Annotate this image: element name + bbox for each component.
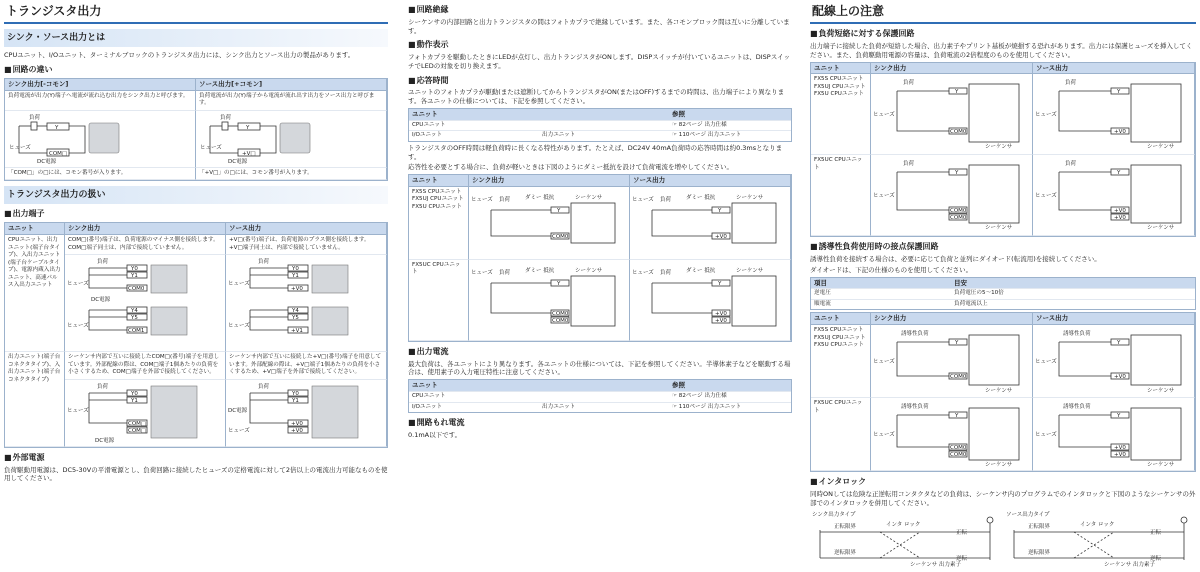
- table-header: ソース出力: [226, 223, 387, 235]
- diagram-label: COM0: [552, 317, 569, 324]
- diagram-label: +V1: [291, 328, 303, 335]
- diagram-label: 負荷: [258, 383, 270, 390]
- diagram-label: ダミー 抵抗: [525, 194, 555, 201]
- diagram-label: COM0: [950, 129, 967, 136]
- diagram-label: シーケンサ: [985, 388, 1013, 395]
- table-header: ソース出力[+コモン]: [196, 79, 387, 91]
- source-circuit-diagram: [196, 111, 387, 168]
- table-header: ソース出力: [1033, 63, 1195, 75]
- diagram-label: Y4: [131, 308, 138, 315]
- table-cell: FX5UC CPUユニット: [811, 398, 871, 471]
- diagram-label: ヒューズ: [873, 193, 895, 200]
- diagram-label: COM□: [49, 150, 68, 157]
- table-cell: I/Oユニット: [409, 402, 539, 413]
- diagram-label: ヒューズ: [873, 359, 895, 366]
- inductive-sink-diagram: [871, 325, 1033, 398]
- diagram-label: ダミー 抵抗: [686, 194, 716, 201]
- diagram-label: Y4: [292, 308, 299, 315]
- diagram-label: 負荷: [97, 259, 109, 266]
- diagram-label: +V0: [291, 427, 303, 434]
- subheading-circuit-difference: ■ 回路の違い: [4, 65, 388, 76]
- diagram-label: Y5: [292, 315, 299, 322]
- diagram-label: ヒューズ: [228, 281, 250, 288]
- diagram-label: 負荷: [660, 196, 672, 203]
- table-cell: FX5S CPUユニット FX5UJ CPUユニット FX5U CPUユニット: [811, 74, 871, 155]
- diagram-label: 誘導性負荷: [901, 404, 929, 411]
- subheading-response-time: ■ 応答時間: [408, 76, 792, 87]
- current-ref-table: [408, 379, 792, 413]
- diagram-label: ヒューズ: [471, 269, 493, 276]
- diagram-label: +V□: [242, 150, 256, 157]
- diagram-label: シーケンサ 出力素子: [910, 561, 961, 568]
- table-cell: 「COM□」の□には、コモン番号が入ります。: [5, 168, 196, 181]
- table-cell: 負荷電流以上: [951, 299, 1195, 310]
- diagram-label: Y: [955, 340, 959, 347]
- table-cell: 負荷電圧の5〜10倍: [951, 288, 1195, 299]
- subheading-leak-current: ■ 開路もれ電流: [408, 418, 792, 429]
- diagram-label: ヒューズ: [1035, 112, 1057, 119]
- table-cell: シーケンサ内部で互いに接続した+V□(番号)端子を用意しています。外部配線の際は、+V□端子1個あたりの負荷を小さくするため、+V□端子を外部で接続してください。: [226, 352, 387, 380]
- diagram-label: シーケンサ: [736, 194, 764, 201]
- inductive-load-table: [810, 312, 1196, 472]
- protection-source-diagram-fx5uc: [1033, 155, 1195, 236]
- diagram-label: ダミー 抵抗: [686, 267, 716, 274]
- diagram-label: Y: [955, 413, 959, 420]
- table-cell: 負荷電流が出力(Y)端子へ電流が流れ込む出力をシンク出力と呼びます。: [5, 91, 196, 111]
- diagram-label: 逆転限界: [834, 549, 857, 556]
- diagram-label: ヒューズ: [228, 427, 250, 434]
- diagram-label: ヒューズ: [200, 144, 222, 151]
- table-cell: FX5UC CPUユニット: [811, 155, 871, 236]
- table-header: シンク出力: [871, 63, 1033, 75]
- diagram-label: Y: [718, 280, 722, 287]
- diagram-label: +V0: [1114, 452, 1126, 459]
- diagram-label: 負荷: [29, 114, 41, 121]
- diagram-label: 負荷: [660, 269, 672, 276]
- page-reference-link[interactable]: ☞ 110ページ 出力ユニット: [669, 402, 791, 413]
- diagram-label: 負荷: [97, 383, 109, 390]
- table-cell: 順電流: [811, 299, 951, 310]
- diagram-label: DC電源: [37, 158, 57, 165]
- diagram-label: シーケンサ: [575, 194, 603, 201]
- diagram-label: 負荷: [499, 196, 511, 203]
- diagram-label: 逆転限界: [1028, 549, 1051, 556]
- subheading-external-power: ■ 外部電源: [4, 453, 388, 464]
- diagram-label: 負荷: [258, 259, 270, 266]
- diagram-label: COM□: [128, 420, 147, 427]
- paragraph: ダイオードは、下記の仕様のものを使用してください。: [810, 265, 973, 274]
- table-header: ソース出力: [1033, 313, 1195, 325]
- diagram-label: DC電源: [228, 158, 248, 165]
- table-cell: FX5S CPUユニット FX5UJ CPUユニット FX5U CPUユニット: [409, 187, 469, 260]
- diagram-label: Y: [1117, 170, 1121, 177]
- diagram-label: シーケンサ: [1147, 225, 1175, 232]
- table-header: 項目: [811, 278, 951, 289]
- page-reference-link[interactable]: ☞ 82ページ 出力仕様: [669, 120, 791, 131]
- inductive-source-diagram: [1033, 325, 1195, 398]
- subheading-short-circuit: ■ 負荷短絡に対する保護回路: [810, 29, 1196, 40]
- table-cell: FX5UC CPUユニット: [409, 260, 469, 341]
- diagram-label: COM0: [552, 233, 569, 240]
- diagram-label: Y1: [292, 397, 299, 404]
- inductive-sink-diagram-fx5uc: [871, 398, 1033, 471]
- section-heading-handling: トランジスタ出力の扱い: [4, 186, 388, 204]
- section-heading-sink-source: シンク・ソース出力とは: [4, 29, 388, 47]
- dummy-sink-diagram-fx5uc: [469, 260, 630, 341]
- dummy-source-diagram-fx5uc: [630, 260, 791, 341]
- diagram-label: Y: [1117, 340, 1121, 347]
- table-cell: I/Oユニット: [409, 130, 539, 141]
- circuit-difference-table: [4, 78, 388, 181]
- table-header: ユニット: [811, 63, 871, 75]
- table-cell: 出力ユニット(端子台コネクタタイプ)、入出力ユニット(端子台コネクタタイプ): [5, 352, 65, 447]
- diagram-label: COM0: [552, 310, 569, 317]
- interlock-source-diagram: [1004, 510, 1194, 572]
- diagram-label: DC電源: [95, 437, 115, 444]
- diagram-label: 誘導性負荷: [1063, 404, 1091, 411]
- diagram-label: Y: [557, 207, 561, 214]
- protection-sink-diagram-fx5uc: [871, 155, 1033, 236]
- diagram-label: 負荷: [499, 269, 511, 276]
- paragraph: フォトカプラを駆動したときにLEDが点灯し、出力トランジスタがONします。DISPスイッチが付いているユニットは、DISPスイッチでLEDの対象を切り換えます。: [408, 53, 790, 70]
- table-header: ユニット: [5, 223, 65, 235]
- diagram-label: COM1: [128, 328, 145, 335]
- protection-circuit-table: [810, 62, 1196, 238]
- table-cell: COM□(番号)端子は、負荷電源のマイナス側を接続します。COM□端子同士は、内部で接続していません。: [65, 235, 226, 255]
- table-header: ユニット: [409, 175, 469, 187]
- diagram-label: 正転限界: [834, 523, 857, 530]
- paragraph: CPUユニット、I/Oユニット、ターミナルブロックのトランジスタ出力には、シンク出力とソース出力の製品があります。: [4, 51, 355, 60]
- table-header: シンク出力: [65, 223, 226, 235]
- table-header: ユニット: [811, 313, 871, 325]
- diagram-label: シンク出力タイプ: [812, 511, 856, 518]
- page-reference-link[interactable]: ☞ 110ページ 出力ユニット: [669, 130, 791, 141]
- table-header: 目安: [951, 278, 1195, 289]
- table-header: 参照: [669, 109, 791, 120]
- paragraph: 応答性を必要とする場合に、負荷が軽いときは下図のようにダミー抵抗を設けて負荷電流を増やしてください。: [408, 163, 733, 172]
- table-header: 参照: [669, 380, 791, 391]
- paragraph: 誘導性負荷を接続する場合は、必要に応じて負荷と並列にダイオード(転流用)を接続してください。: [810, 255, 1101, 264]
- subheading-operation-display: ■ 動作表示: [408, 40, 792, 51]
- page-title: トランジスタ出力: [4, 0, 388, 24]
- diagram-label: +V0: [1114, 215, 1126, 222]
- page-title: 配線上の注意: [810, 0, 1196, 24]
- interlock-diagrams: [810, 510, 1196, 572]
- diagram-label: Y0: [131, 390, 138, 397]
- diagram-label: COM0: [950, 445, 967, 452]
- diagram-label: 誘導性負荷: [1063, 331, 1091, 338]
- paragraph: トランジスタのOFF時間は軽負荷時に長くなる特性があります。たとえば、DC24V 40mA負荷時の応答時間は約0.3msとなります。: [408, 143, 783, 161]
- paragraph: シーケンサの内部回路と出力トランジスタの間はフォトカプラで絶縁しています。また、各コモンブロック間は互いに分離しています。: [408, 17, 790, 35]
- diagram-label: ヒューズ: [67, 407, 89, 414]
- table-cell: 出力ユニット: [539, 402, 669, 413]
- sink-circuit-diagram: [5, 111, 196, 168]
- diagram-label: 逆転: [1150, 555, 1162, 562]
- table-cell: +V□(番号)端子は、負荷電源のプラス側を接続します。+V□端子同士は、内部で接続していません。: [226, 235, 387, 255]
- diagram-label: ヒューズ: [873, 112, 895, 119]
- diagram-label: Y: [718, 207, 722, 214]
- table-header: シンク出力[-コモン]: [5, 79, 196, 91]
- table-cell: 逆電圧: [811, 288, 951, 299]
- diagram-label: ヒューズ: [632, 269, 654, 276]
- diagram-label: Y0: [292, 390, 299, 397]
- diagram-label: 負荷: [220, 114, 232, 121]
- dummy-resistor-table: [408, 174, 792, 342]
- diagram-label: +V0: [1114, 374, 1126, 381]
- diagram-label: シーケンサ: [985, 225, 1013, 232]
- diagram-label: Y0: [292, 266, 299, 273]
- diagram-label: シーケンサ: [985, 144, 1013, 151]
- diagram-label: 正転限界: [1028, 523, 1051, 530]
- diagram-label: DC電源: [91, 297, 111, 304]
- subheading-output-current: ■ 出力電流: [408, 347, 792, 358]
- diagram-label: ヒューズ: [471, 196, 493, 203]
- diagram-label: Y: [1117, 413, 1121, 420]
- table-cell: CPUユニット: [409, 120, 669, 131]
- diagram-label: +V0: [1114, 208, 1126, 215]
- diagram-label: インタ ロック: [1080, 521, 1115, 528]
- paragraph: 最大負荷は、各ユニットにより異なります。各ユニットの仕様については、下記を参照してください。半導体素子などを駆動する場合は、使用素子の入力電圧特性に注意してください。: [408, 359, 791, 377]
- subheading-isolation: ■ 回路絶縁: [408, 5, 792, 16]
- diagram-label: Y: [55, 124, 59, 131]
- interlock-sink-diagram: [810, 510, 1000, 572]
- table-cell: CPUユニット: [409, 391, 669, 402]
- diagram-label: シーケンサ: [575, 267, 603, 274]
- table-header: ユニット: [409, 109, 669, 120]
- diode-spec-table: [810, 277, 1196, 311]
- diagram-label: Y: [1117, 89, 1121, 96]
- diagram-label: COM0: [950, 374, 967, 381]
- diagram-label: COM0: [950, 208, 967, 215]
- diagram-label: Y: [557, 280, 561, 287]
- diagram-label: Y1: [131, 397, 138, 404]
- paragraph: 0.1mA以下です。: [408, 430, 462, 439]
- diagram-label: 逆転: [956, 555, 968, 562]
- diagram-label: ヒューズ: [1035, 359, 1057, 366]
- diagram-label: +V0: [1114, 445, 1126, 452]
- diagram-label: 負荷: [903, 80, 915, 87]
- diagram-label: Y: [246, 124, 250, 131]
- response-ref-table: [408, 108, 792, 142]
- diagram-label: シーケンサ: [1147, 144, 1175, 151]
- diagram-label: +V0: [715, 317, 727, 324]
- diagram-label: COM0: [950, 452, 967, 459]
- diagram-label: Y1: [131, 273, 138, 280]
- diagram-label: ヒューズ: [1035, 193, 1057, 200]
- table-header: シンク出力: [871, 313, 1033, 325]
- table-cell: 出力ユニット: [539, 130, 669, 141]
- table-header: シンク出力: [469, 175, 630, 187]
- diagram-label: Y5: [131, 315, 138, 322]
- diagram-label: DC電源: [228, 407, 248, 414]
- diagram-label: シーケンサ 出力素子: [1104, 561, 1155, 568]
- diagram-label: COM0: [950, 215, 967, 222]
- diagram-label: シーケンサ: [985, 462, 1013, 469]
- diagram-label: ヒューズ: [67, 281, 89, 288]
- protection-source-diagram: [1033, 74, 1195, 155]
- diagram-label: Y0: [131, 266, 138, 273]
- diagram-label: Y: [955, 89, 959, 96]
- diagram-label: ヒューズ: [67, 323, 89, 330]
- diagram-label: シーケンサ: [1147, 388, 1175, 395]
- table-header: ソース出力: [630, 175, 791, 187]
- paragraph: 負荷駆動用電源は、DC5-30Vの平滑電源とし、負荷回路に接続したヒューズの定格電流に対して2倍以上の電流出力可能なものを使用してください。: [4, 465, 388, 483]
- subheading-output-terminal: ■ 出力端子: [4, 209, 388, 220]
- diagram-label: COM□: [128, 427, 147, 434]
- column-transistor-output: [4, 0, 388, 568]
- diagram-label: 正転: [956, 529, 968, 536]
- diagram-label: 正転: [1150, 529, 1162, 536]
- diagram-label: +V0: [715, 310, 727, 317]
- diagram-label: シーケンサ: [1147, 462, 1175, 469]
- output-terminal-table: [4, 222, 388, 448]
- terminal-source-diagram: [226, 255, 387, 352]
- diagram-label: ダミー 抵抗: [525, 267, 555, 274]
- dummy-sink-diagram: [469, 187, 630, 260]
- diagram-label: 負荷: [1065, 80, 1077, 87]
- diagram-label: +V0: [291, 420, 303, 427]
- table-cell: 「+V□」の□には、コモン番号が入ります。: [196, 168, 387, 181]
- diagram-label: +V0: [291, 286, 303, 293]
- diagram-label: ソース出力タイプ: [1006, 511, 1050, 518]
- column-output-characteristics: [408, 0, 792, 568]
- diagram-label: シーケンサ: [736, 267, 764, 274]
- diagram-label: ヒューズ: [1035, 432, 1057, 439]
- table-header: ユニット: [409, 380, 669, 391]
- diagram-label: ヒューズ: [228, 323, 250, 330]
- diagram-label: 誘導性負荷: [901, 331, 929, 338]
- diagram-label: COM0: [128, 286, 145, 293]
- dummy-source-diagram: [630, 187, 791, 260]
- table-cell: 負荷電流が出力(Y)端子から電流が流れ出す出力をソース出力と呼びます。: [196, 91, 387, 111]
- table-cell: FX5S CPUユニット FX5UJ CPUユニット FX5U CPUユニット: [811, 325, 871, 398]
- paragraph: 同時ONしては危険な正逆転用コンタクタなどの負荷は、シーケンサ内のプログラムでのインタロックと下図のようなシーケンサの外部でのインタロックを併用してください。: [810, 490, 1196, 507]
- page-reference-link[interactable]: ☞ 82ページ 出力仕様: [669, 391, 791, 402]
- connector-source-diagram: [226, 380, 387, 447]
- column-wiring-notes: [810, 0, 1196, 568]
- diagram-label: ヒューズ: [9, 144, 31, 151]
- diagram-label: +V0: [1114, 129, 1126, 136]
- table-cell: シーケンサ内部で互いに接続したCOM□(番号)端子を用意しています。外部配線の際は、COM□端子1個あたりの負荷を小さくするため、COM□端子を外部で接続してください。: [65, 352, 226, 380]
- inductive-source-diagram-fx5uc: [1033, 398, 1195, 471]
- paragraph: 出力端子に接続した負荷が短絡した場合、出力素子やプリント基板が焼損する恐れがあります。出力には保護ヒューズを挿入してください。また、負荷駆動用電源の容量は、負荷電流の2倍程度のものを使用してください。: [810, 41, 1193, 59]
- diagram-label: インタ ロック: [886, 521, 921, 528]
- protection-sink-diagram: [871, 74, 1033, 155]
- subheading-inductive-load: ■ 誘導性負荷使用時の接点保護回路: [810, 242, 1196, 253]
- diagram-label: ヒューズ: [873, 432, 895, 439]
- diagram-label: ヒューズ: [632, 196, 654, 203]
- terminal-sink-diagram: [65, 255, 226, 352]
- diagram-label: Y: [955, 170, 959, 177]
- table-cell: CPUユニット、出力ユニット(端子台タイプ)、入出力ユニット(端子台ケーブルタイプ)、電源内蔵入出力ユニット、高速パルス入出力ユニット: [5, 235, 65, 352]
- diagram-label: +V0: [715, 233, 727, 240]
- diagram-label: 負荷: [903, 161, 915, 168]
- connector-sink-diagram: [65, 380, 226, 447]
- paragraph: ユニットのフォトカプラが駆動(または遮断)してからトランジスタがON(またはOFF)するまでの時間は、出力端子により異なります。各ユニットの仕様については、下記を参照してください。: [408, 88, 785, 106]
- subheading-interlock: ■ インタロック: [810, 477, 1196, 488]
- diagram-label: 負荷: [1065, 161, 1077, 168]
- diagram-label: Y1: [292, 273, 299, 280]
